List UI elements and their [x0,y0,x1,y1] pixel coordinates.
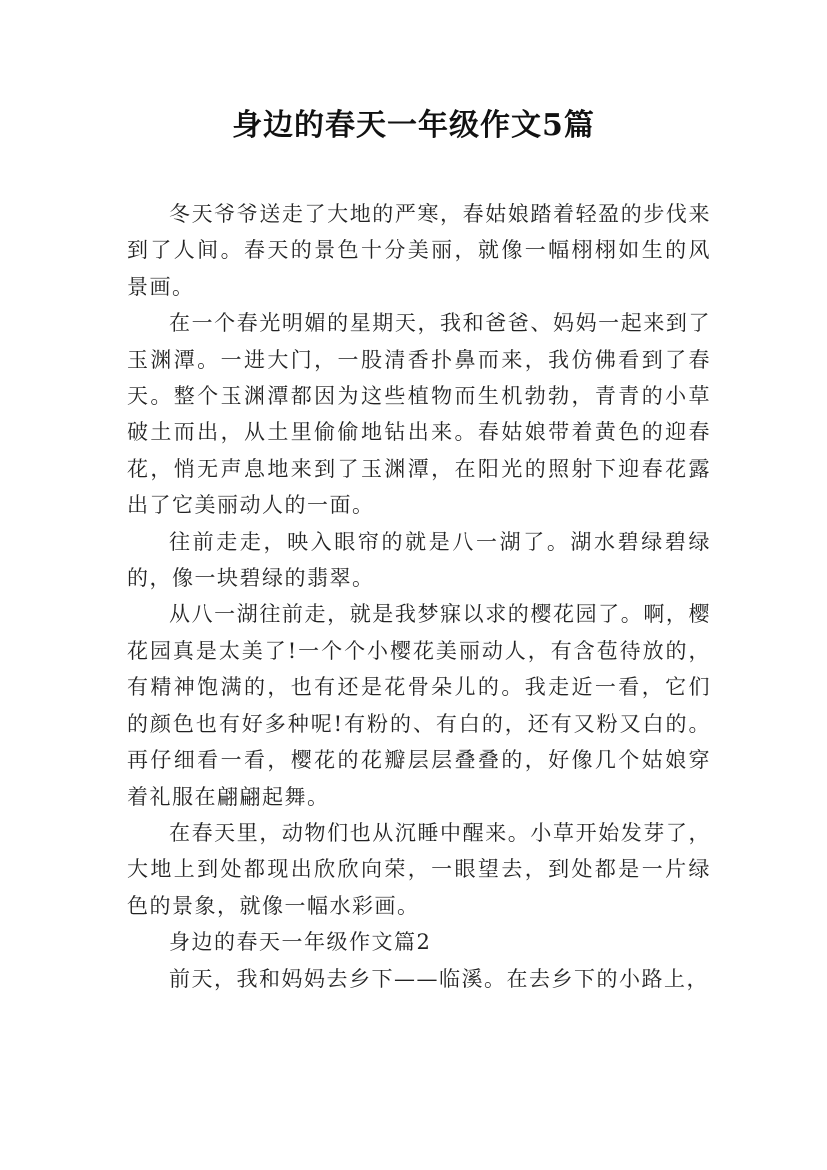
document-body [127,196,711,997]
paragraph: 冬天爷爷送走了大地的严寒，春姑娘踏着轻盈的步伐来到了人间。春天的景色十分美丽，就像一幅栩栩如生的风景画。 [127,202,711,299]
paragraph: 从八一湖往前走，就是我梦寐以求的樱花园了。啊，樱花园真是太美了!一个个小樱花美丽动人，有含苞待放的，有精神饱满的，也有还是花骨朵儿的。我走近一看，它们的颜色也有好多种呢!有粉的、有白的，还有又粉又白的。再仔细看一看，樱花的花瓣层层叠叠的，好像几个姑娘穿着礼服在翩翩起舞。 [127,602,711,809]
paragraph: 在春天里，动物们也从沉睡中醒来。小草开始发芽了，大地上到处都现出欣欣向荣，一眼望去，到处都是一片绿色的景象，就像一幅水彩画。 [127,820,711,918]
paragraph: 前天，我和妈妈去乡下——临溪。在去乡下的小路上， [169,966,709,991]
document-title: 身边的春天一年级作文5篇 [232,108,595,143]
paragraph: 往前走走，映入眼帘的就是八一湖了。湖水碧绿碧绿的，像一块碧绿的翡翠。 [127,529,711,591]
section-heading: 身边的春天一年级作文篇2 [169,930,432,955]
paragraph: 在一个春光明媚的星期天，我和爸爸、妈妈一起来到了玉渊潭。一进大门，一股清香扑鼻而来，我仿佛看到了春天。整个玉渊潭都因为这些植物而生机勃勃，青青的小草破土而出，从土里偷偷地钻出来。春姑娘带着黄色的迎春花，悄无声息地来到了玉渊潭，在阳光的照射下迎春花露出了它美丽动人的一面。 [127,311,711,518]
